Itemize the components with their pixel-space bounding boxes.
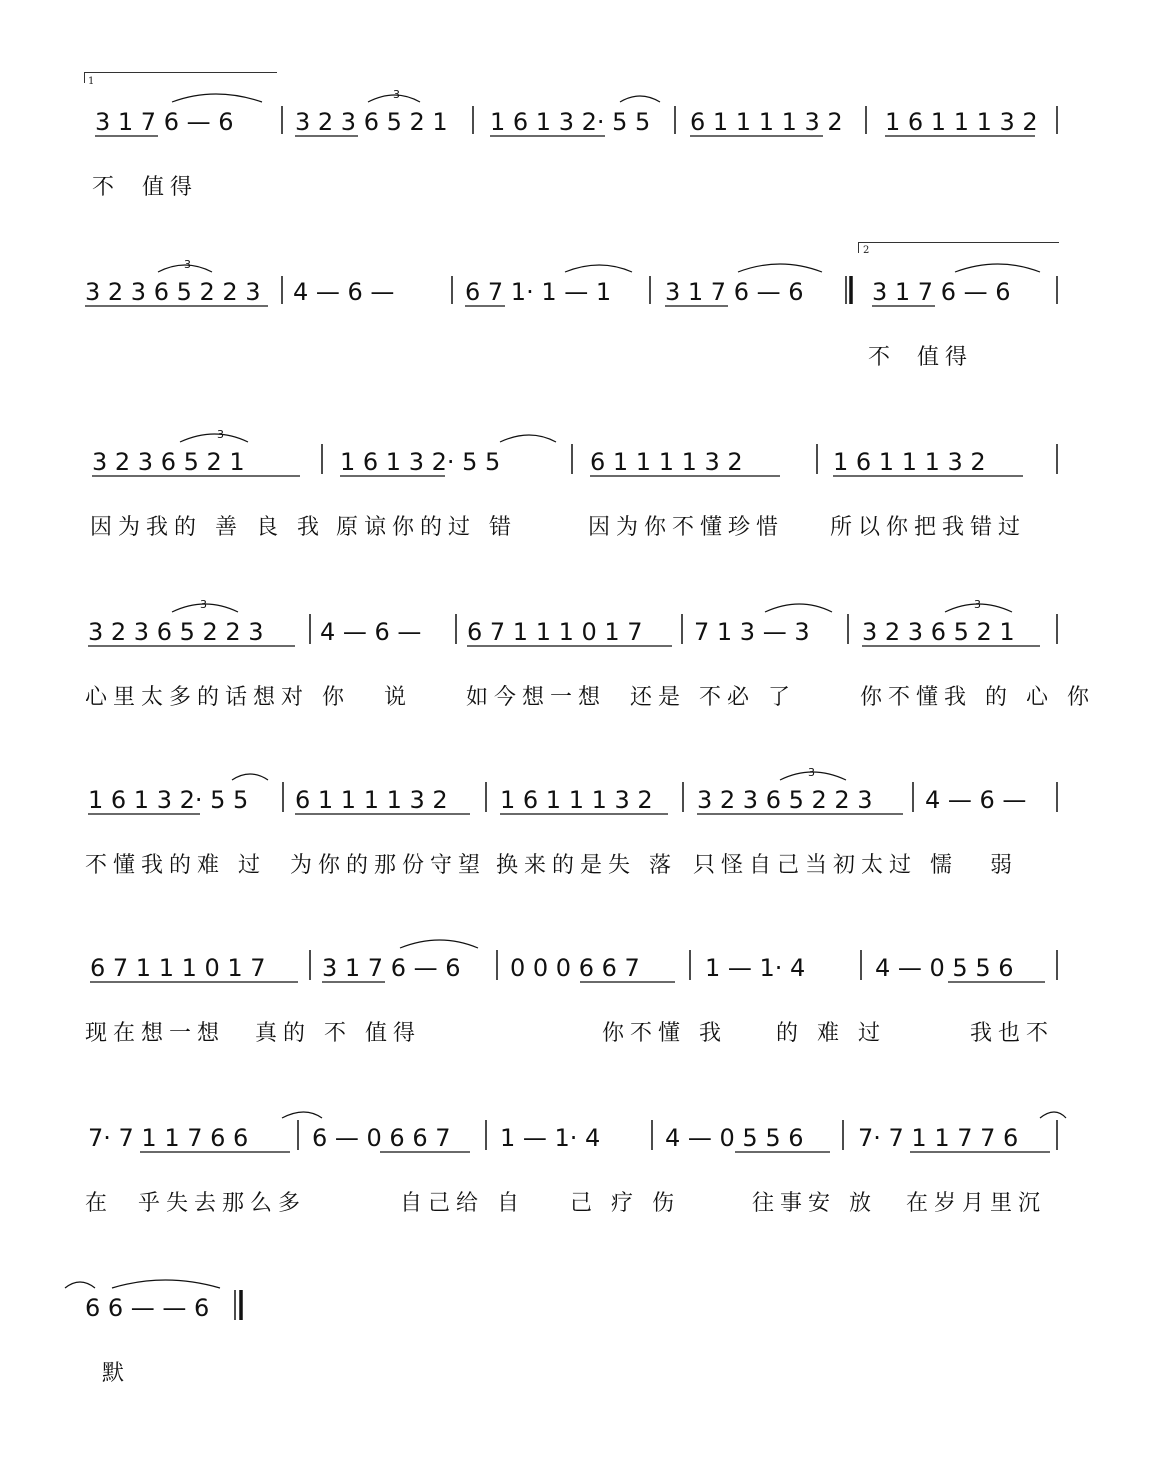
lyric-segment: 自己给 自 (400, 1191, 525, 1216)
notation-staff-3 (0, 428, 1149, 492)
notation-staff-4 (0, 598, 1149, 662)
lyric-segment: 为你的那份守望 (290, 853, 487, 878)
svg-text:3 2 3 6 5 2 1: 3 2 3 6 5 2 1 (862, 618, 1015, 646)
svg-text:3: 3 (974, 598, 981, 611)
svg-text:1 6 1 1 1 3 2: 1 6 1 1 1 3 2 (833, 448, 986, 476)
lyric-line (0, 1186, 1149, 1220)
svg-text:6 1 1 1 1 3 2: 6 1 1 1 1 3 2 (295, 786, 448, 814)
lyric-segment: 己 疗 伤 (570, 1191, 680, 1216)
svg-text:4 — 0 5 5 6: 4 — 0 5 5 6 (875, 954, 1014, 982)
lyric-segment: 因为我的 善 良 我 (90, 515, 325, 540)
lyric-segment: 值得 (917, 345, 974, 370)
lyric-segment: 还是 不必 了 (630, 685, 796, 710)
lyric-segment: 心里太多的话想对 你 (85, 685, 350, 710)
notation-staff-2 (0, 258, 1149, 322)
svg-text:3 2 3 6 5 2 1: 3 2 3 6 5 2 1 (295, 108, 448, 136)
volta-2-bracket (858, 242, 1059, 253)
svg-text:1 6 1 3 2· 5 5: 1 6 1 3 2· 5 5 (340, 448, 501, 476)
lyric-segment: 值得 (142, 175, 199, 200)
lyric-segment: 的 难 过 (776, 1021, 886, 1046)
svg-text:7· 7 1 1 7 7 6: 7· 7 1 1 7 7 6 (858, 1124, 1019, 1152)
lyric-segment: 乎失去那么多 (138, 1191, 307, 1216)
lyric-segment: 默 (102, 1361, 131, 1386)
lyric-segment: 原谅你的过 错 (336, 515, 517, 540)
svg-text:3 2 3 6 5 2 2 3: 3 2 3 6 5 2 2 3 (85, 278, 261, 306)
lyric-segment: 因为你不懂珍惜 (588, 515, 785, 540)
lyric-line (0, 680, 1149, 714)
svg-text:4 — 6 —: 4 — 6 — (320, 618, 422, 646)
svg-text:3 1 7 6 — 6: 3 1 7 6 — 6 (95, 108, 234, 136)
lyric-line (0, 510, 1149, 544)
svg-text:1 6 1 3 2· 5 5: 1 6 1 3 2· 5 5 (490, 108, 651, 136)
lyric-segment: 如今想一想 (466, 685, 607, 710)
notation-staff-8 (0, 1278, 1149, 1338)
svg-text:1 6 1 1 1 3 2: 1 6 1 1 1 3 2 (500, 786, 653, 814)
svg-text:3 2 3 6 5 2 1: 3 2 3 6 5 2 1 (92, 448, 245, 476)
svg-text:3: 3 (217, 428, 224, 441)
svg-text:3: 3 (184, 258, 191, 271)
svg-text:4 — 6 —: 4 — 6 — (293, 278, 395, 306)
svg-text:3 1 7 6 — 6: 3 1 7 6 — 6 (322, 954, 461, 982)
lyric-segment: 弱 (990, 853, 1019, 878)
svg-text:6 1 1 1 1 3 2: 6 1 1 1 1 3 2 (590, 448, 743, 476)
notation-line (0, 258, 1149, 322)
svg-text:6 — 0 6 6 7: 6 — 0 6 6 7 (312, 1124, 451, 1152)
notation-staff-6 (0, 938, 1149, 998)
lyric-line (0, 1016, 1149, 1050)
lyric-segment: 不懂我的难 过 (85, 853, 266, 878)
svg-text:6 7 1· 1 — 1: 6 7 1· 1 — 1 (465, 278, 612, 306)
svg-text:6 7 1 1 1 0 1 7: 6 7 1 1 1 0 1 7 (467, 618, 643, 646)
svg-text:3 1 7 6 — 6: 3 1 7 6 — 6 (872, 278, 1011, 306)
lyric-segment: 往事安 放 (752, 1191, 877, 1216)
lyric-segment: 所以你把我错过 (830, 515, 1027, 540)
lyric-segment: 在岁月里沉 (906, 1191, 1047, 1216)
svg-text:4 — 0 5 5 6: 4 — 0 5 5 6 (665, 1124, 804, 1152)
notation-line (0, 766, 1149, 830)
notation-line (0, 428, 1149, 492)
svg-text:3 2 3 6 5 2 2 3: 3 2 3 6 5 2 2 3 (697, 786, 873, 814)
svg-text:0 0 0 6 6 7: 0 0 0 6 6 7 (510, 954, 640, 982)
lyric-segment: 只怪自己当初太过 懦 (693, 853, 958, 878)
volta-1-bracket (84, 72, 277, 83)
notation-staff-5 (0, 766, 1149, 830)
svg-text:1 — 1· 4: 1 — 1· 4 (500, 1124, 601, 1152)
svg-text:3: 3 (393, 88, 400, 101)
lyric-segment: 在 (85, 1191, 114, 1216)
svg-text:7 1 3 — 3: 7 1 3 — 3 (694, 618, 810, 646)
notation-staff-7 (0, 1108, 1149, 1168)
lyric-segment: 你不懂 我 (602, 1021, 727, 1046)
svg-text:6 7 1 1 1 0 1 7: 6 7 1 1 1 0 1 7 (90, 954, 266, 982)
lyric-line (0, 170, 1149, 204)
svg-text:7· 7 1 1 7 6 6: 7· 7 1 1 7 6 6 (88, 1124, 249, 1152)
svg-text:3: 3 (808, 766, 815, 779)
svg-text:4 — 6 —: 4 — 6 — (925, 786, 1027, 814)
svg-text:1 — 1· 4: 1 — 1· 4 (705, 954, 806, 982)
lyric-line (0, 848, 1149, 882)
notation-line (0, 938, 1149, 998)
lyric-segment: 不 (92, 175, 121, 200)
lyric-segment: 我也不 (970, 1021, 1055, 1046)
svg-text:6 6 — — 6: 6 6 — — 6 (85, 1294, 210, 1322)
notation-line (0, 88, 1149, 152)
volta-1-number: 1 (88, 76, 95, 87)
svg-text:3 2 3 6 5 2 2 3: 3 2 3 6 5 2 2 3 (88, 618, 264, 646)
svg-text:1 6 1 3 2· 5 5: 1 6 1 3 2· 5 5 (88, 786, 249, 814)
lyric-segment: 换来的是失 落 (496, 853, 677, 878)
notation-staff-1 (0, 88, 1149, 152)
volta-2-number: 2 (863, 245, 870, 256)
svg-text:6 1 1 1 1 3 2: 6 1 1 1 1 3 2 (690, 108, 843, 136)
lyric-segment: 你不懂我 的 心 你 (860, 685, 1095, 710)
lyric-segment: 真的 不 值得 (255, 1021, 421, 1046)
svg-text:3 1 7 6 — 6: 3 1 7 6 — 6 (665, 278, 804, 306)
lyric-segment: 现在想一想 (85, 1021, 226, 1046)
lyric-segment: 不 (868, 345, 897, 370)
svg-text:1 6 1 1 1 3 2: 1 6 1 1 1 3 2 (885, 108, 1038, 136)
lyric-segment: 说 (384, 685, 413, 710)
notation-line (0, 1278, 1149, 1338)
lyric-line (0, 1356, 1149, 1390)
notation-line (0, 598, 1149, 662)
svg-text:3: 3 (200, 598, 207, 611)
lyric-line (0, 340, 1149, 374)
notation-line (0, 1108, 1149, 1168)
